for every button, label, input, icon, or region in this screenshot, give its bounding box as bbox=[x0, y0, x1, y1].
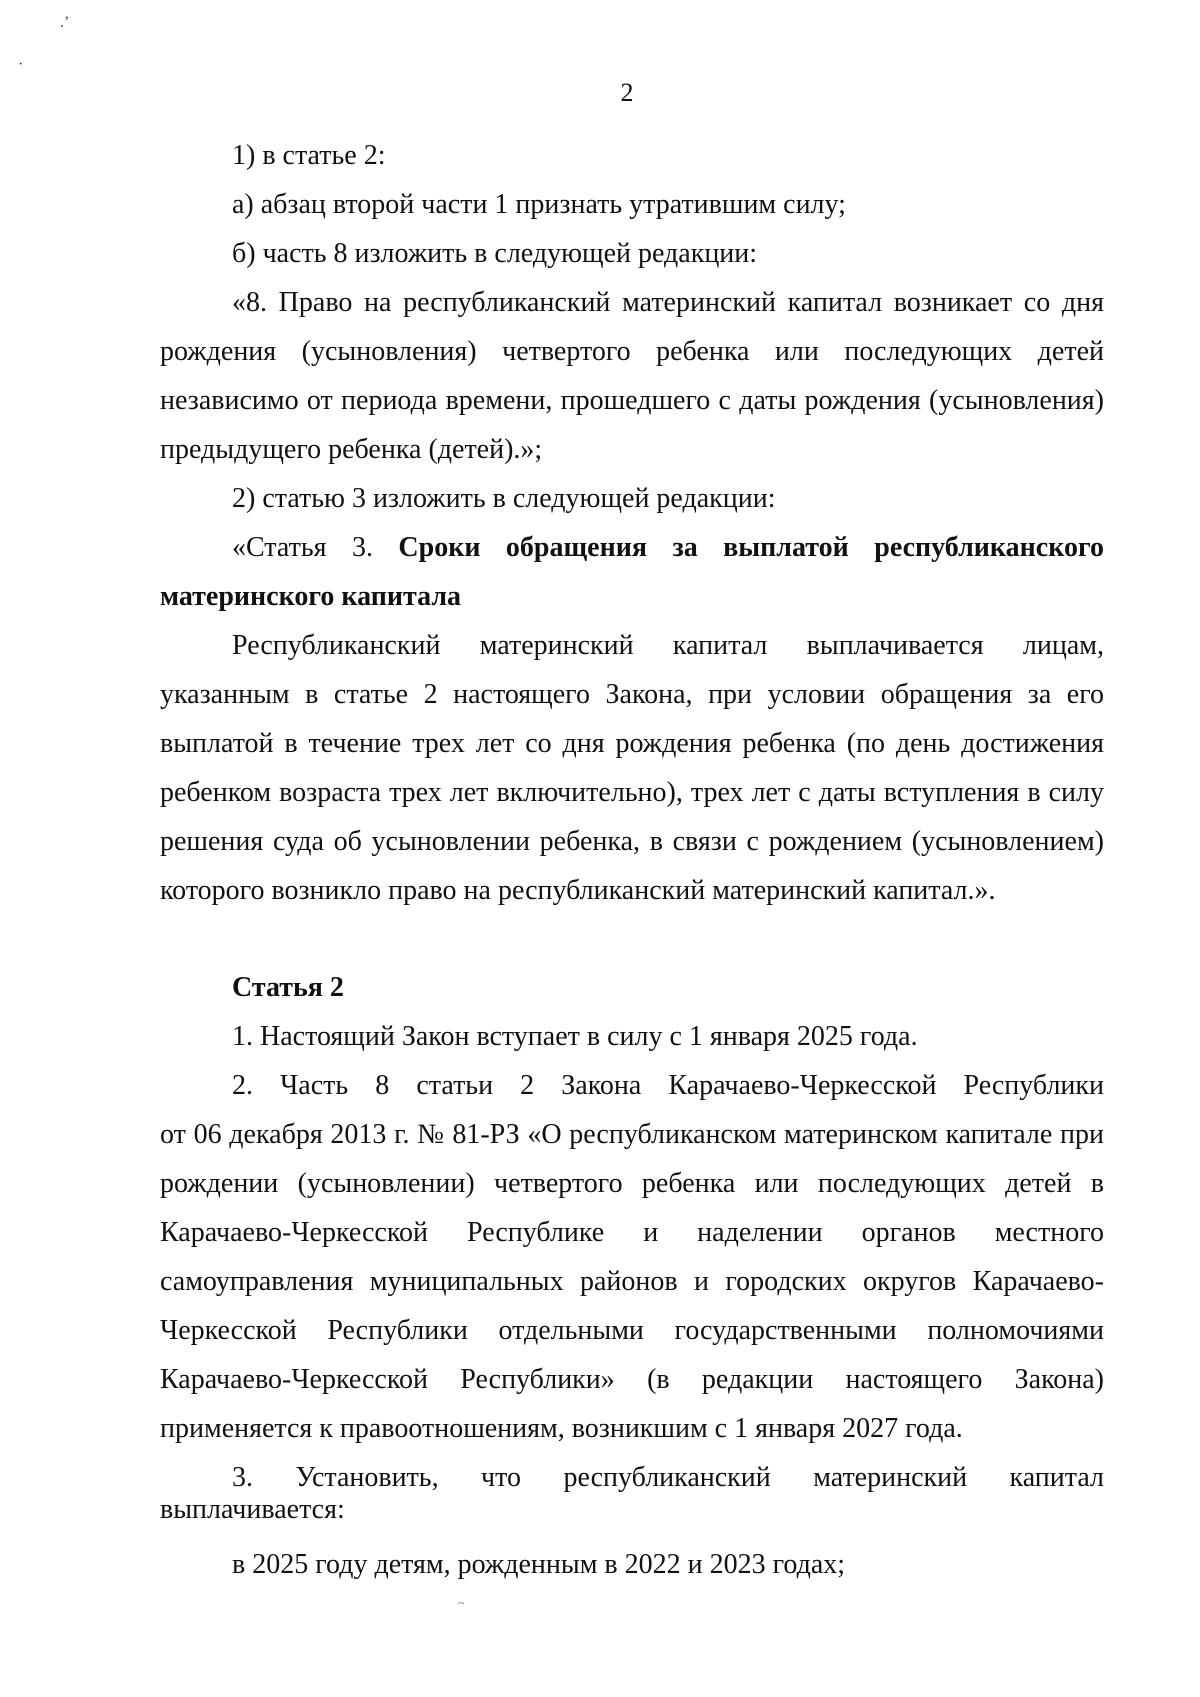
paragraph-line: от 06 декабря 2013 г. № 81-РЗ «О республиканском материнском капитале при bbox=[160, 1119, 1104, 1150]
paragraph-line: Республиканский материнский капитал выплачивается лицам, bbox=[232, 630, 1104, 661]
paragraph-line: независимо от периода времени, прошедшего с даты рождения (усыновления) bbox=[160, 385, 1104, 416]
sub-item-b: б) часть 8 изложить в следующей редакции: bbox=[232, 238, 758, 269]
list-item-2: 2) статью 3 изложить в следующей редакции: bbox=[232, 483, 776, 514]
paragraph-line: применяется к правоотношениям, возникшим с 1 января 2027 года. bbox=[160, 1413, 963, 1444]
article-2-item-3: 3. Установить, что республиканский материнский капитал bbox=[232, 1462, 1104, 1493]
paragraph-line: выплатой в течение трех лет со дня рождения ребенка (по день достижения bbox=[160, 728, 1104, 759]
article-2-heading: Статья 2 bbox=[232, 972, 344, 1003]
paragraph-line: выплачивается: bbox=[160, 1494, 345, 1525]
article-3-label: «Статья 3. bbox=[232, 532, 399, 563]
paragraph-line: предыдущего ребенка (детей).»; bbox=[160, 434, 543, 465]
paragraph-line: рождении (усыновлении) четвертого ребенка или последующих детей в bbox=[160, 1168, 1104, 1199]
paragraph-line: ребенком возраста трех лет включительно), трех лет с даты вступления в силу bbox=[160, 777, 1104, 808]
paragraph-line: решения суда об усыновлении ребенка, в связи с рождением (усыновлением) bbox=[160, 826, 1104, 857]
paragraph-line: рождения (усыновления) четвертого ребенка или последующих детей bbox=[160, 336, 1104, 367]
sub-item-a: а) абзац второй части 1 признать утратившим силу; bbox=[232, 189, 846, 220]
paragraph-line: указанным в статье 2 настоящего Закона, при условии обращения за его bbox=[160, 679, 1104, 710]
article-3-title-cont: материнского капитала bbox=[160, 581, 462, 612]
paragraph-line: Карачаево-Черкесской Республики» (в редакции настоящего Закона) bbox=[160, 1364, 1104, 1395]
scan-speck: ~ bbox=[458, 1596, 465, 1610]
list-item-1: 1) в статье 2: bbox=[232, 140, 386, 171]
page-number: 2 bbox=[620, 78, 634, 107]
paragraph-line: в 2025 году детям, рожденным в 2022 и 2023 годах; bbox=[232, 1549, 846, 1580]
paragraph-line: самоуправления муниципальных районов и городских округов Карачаево- bbox=[160, 1266, 1104, 1297]
paragraph-line: «8. Право на республиканский материнский капитал возникает со дня bbox=[232, 287, 1104, 318]
article-3-heading-line bbox=[160, 530, 1104, 566]
paragraph-line: Карачаево-Черкесской Республике и наделении органов местного bbox=[160, 1217, 1104, 1248]
paragraph-line: 2. Часть 8 статьи 2 Закона Карачаево-Черкесской Республики bbox=[232, 1070, 1104, 1101]
scan-speck: .ʼ bbox=[60, 14, 70, 31]
article-2-item-1: 1. Настоящий Закон вступает в силу с 1 января 2025 года. bbox=[232, 1021, 918, 1052]
scan-speck: · bbox=[18, 56, 24, 73]
paragraph-line: которого возникло право на республиканский материнский капитал.». bbox=[160, 875, 996, 906]
paragraph-line: Черкесской Республики отдельными государственными полномочиями bbox=[160, 1315, 1104, 1346]
article-3-title: Сроки обращения за выплатой республиканского bbox=[398, 532, 1104, 563]
